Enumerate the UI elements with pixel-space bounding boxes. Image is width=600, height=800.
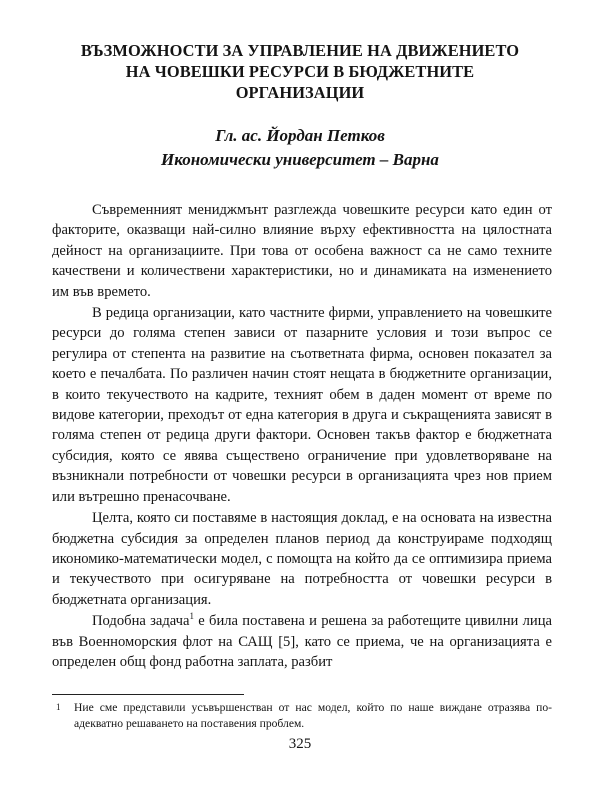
paragraph-1: Съвременният мениджмънт разглежда човешките ресурси като един от факторите, оказващи най-силно влияние върху ефективността на цялостната дейност на организациите. При това от особена важност са не само техните качествени и количествени характеристики, но и динамиката на изменението им във времето.: [52, 202, 552, 300]
paragraph-3: Целта, която си поставяме в настоящия доклад, е на основата на известна бюджетна субсидия за определен планов период да конструираме подходящ икономико-математически модел, с помощта на който да се оптимизира приема и текучеството при осигуряване на потребността от човешки ресурси в бюджетната организация.: [52, 510, 552, 608]
title-line-3: ОРГАНИЗАЦИИ: [235, 83, 365, 102]
author-name: Гл. ас. Йордан Петков: [215, 126, 385, 145]
title-line-2: НА ЧОВЕШКИ РЕСУРСИ В БЮДЖЕТНИТЕ: [125, 62, 475, 81]
footnote-text: Ние сме представили усъвършенстван от нас модел, който по наше виждане отразява по-адекватно решаването на поставения проблем.: [74, 701, 552, 730]
title-line-1: ВЪЗМОЖНОСТИ ЗА УПРАВЛЕНИЕ НА ДВИЖЕНИЕТО: [80, 41, 520, 60]
author-block: [60, 124, 540, 172]
footnote-divider: [52, 694, 244, 695]
author-affiliation: Икономически университет – Варна: [161, 150, 439, 169]
paper-title: [40, 40, 560, 103]
paragraph-2: В редица организации, като частните фирми, управлението на човешките ресурси до голяма степен зависи от пазарните условия и този въпрос се регулира от степента на развитие на съответната фирма, основен показател за което е печалбата. По различен начин стоят нещата в бюджетните организации, в които текучеството на кадрите, техният обем в даден момент от време по видове категории, преходът от една категория в друга и съкращенията зависят в голяма степен от редица други фактори. Основен такъв фактор е бюджетната субсидия, която се явява съществено ограничение при удовлетворяване на възникнали потребности от човешки ресурси в организацията чрез нов прием или вътрешно пренасочване.: [52, 305, 552, 505]
footnote: [52, 700, 552, 731]
page-number: 325: [288, 736, 312, 752]
paragraph-4: [52, 611, 552, 672]
footnote-reference: 1: [189, 611, 195, 622]
paragraph-4-start: Подобна задача: [92, 613, 190, 630]
paragraph-4-rest: е била поставена и решена за работещите цивилни лица във Военноморския флот на САЩ [5], като се приема, че на организацията е определен общ фонд работна заплата, разбит: [52, 613, 552, 670]
footnote-marker: 1: [56, 702, 61, 712]
body-text: [52, 200, 552, 672]
